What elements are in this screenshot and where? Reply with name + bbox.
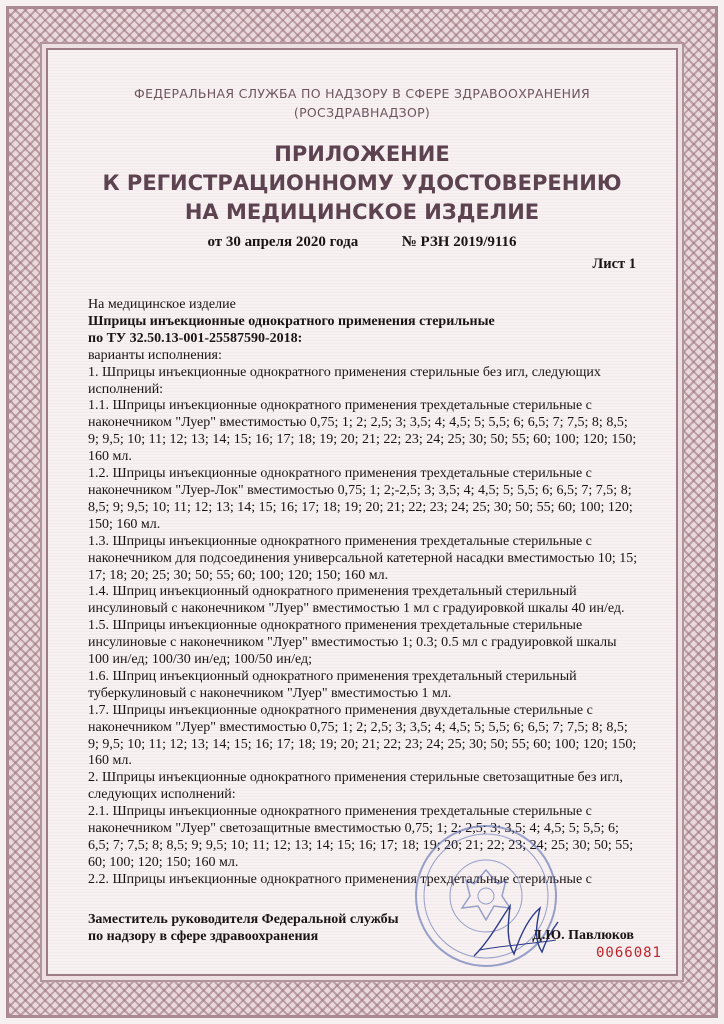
certificate-number: № РЗН 2019/9116 <box>401 234 517 250</box>
body-paragraph: 2.1. Шприцы инъекционные однократного применения трехдетальные стерильные с наконечником "Луер" светозащитные вместимостью 0,75; 1; 2; 2,5; 3; 3,5; 4; 4,5; 5; 5,5; 6; 6,5; 7; 7,5; 8; 8,5; 9; 9,5; 10; 11; 12; 13; 14; 15; 16; 17; 18; 19; 20; 21; 22; 23; 24; 25; 30; 50; 55; 60; 100; 120; 150; 160 мл. <box>88 804 634 870</box>
certificate-date: от 30 апреля 2020 года <box>207 234 359 250</box>
title-line-3: НА МЕДИЦИНСКОЕ ИЗДЕЛИЕ <box>184 200 540 224</box>
product-name: Шприцы инъекционные однократного применения стерильные <box>88 313 495 329</box>
body-paragraph: 1.1. Шприцы инъекционные однократного применения трехдетальные стерильные с наконечником "Луер" вместимостью 0,75; 1; 2; 2,5; 3; 3,5; 4; 4,5; 5; 5,5; 6; 6,5; 7; 7,5; 8; 8,5; 9; 9,5; 10; 11; 12; 13; 14; 15; 16; 17; 18; 19; 20; 21; 22; 23; 24; 25; 30; 50; 55; 60; 100; 120; 150; 160 мл. <box>88 398 637 465</box>
signer-name: Д.Ю. Павлюков <box>532 928 634 943</box>
body-paragraph: 1.5. Шприцы инъекционные однократного применения трехдетальные стерильные инсулиновые с наконечником "Луер" вместимостью 1; 0.3; 0.5 мл с градуировкой шкалы 100 ин/ед; 100/30 ин/ед; 100/50 ин/ед; <box>88 618 617 668</box>
body-paragraph: 1. Шприцы инъекционные однократного применения стерильные без игл, следующих исполнений: <box>88 364 601 397</box>
body-paragraph: 1.2. Шприцы инъекционные однократного применения трехдетальные стерильные с наконечником "Луер-Лок" вместимостью 0,75; 1; 2;-2,5; 3; 3,5; 4; 4,5; 5; 5,5; 6; 6,5; 7; 7,5; 8; 8,5; 9; 9,5; 10; 11; 12; 13; 14; 15; 16; 17; 18; 19; 20; 21; 22; 23; 24; 25; 30; 50; 55; 60; 100; 120; 150; 160 мл. <box>88 466 633 532</box>
agency-header <box>60 84 664 122</box>
body-paragraph: 1.7. Шприцы инъекционные однократного применения двухдетальные стерильные с наконечником "Луер" вместимостью 0,75; 1; 2; 2,5; 3; 3,5; 4; 4,5; 5; 5,5; 6; 6,5; 7; 7,5; 8; 8,5; 9; 9,5; 10; 11; 12; 13; 14; 15; 16; 17; 18; 19; 20; 21; 22; 23; 24; 25; 30; 50; 55; 60; 100; 120; 150; 160 мл. <box>88 702 637 769</box>
document-body <box>88 297 640 889</box>
body-paragraph: 1.6. Шприц инъекционный однократного применения трехдетальный стерильный туберкулиновый с наконечником "Луер" вместимостью 1 мл. <box>88 668 577 701</box>
certificate-line <box>60 234 664 251</box>
body-paragraph: 1.4. Шприц инъекционный однократного применения трехдетальный стерильный инсулиновый с наконечником "Луер" вместимостью 1 мл с градуировкой шкалы 40 ин/ед. <box>88 584 625 617</box>
form-serial-number: 0066081 <box>595 945 662 961</box>
body-paragraph: 1.3. Шприцы инъекционные однократного применения трехдетальные стерильные с наконечником для подсоединения универсальной катетерной насадки вместимостью 10; 15; 17; 18; 20; 25; 30; 50; 55; 60; 100; 120; 150; 160 мл. <box>88 533 638 583</box>
body-paragraph: 2. Шприцы инъекционные однократного применения стерильные светозащитные без игл, следующих исполнений: <box>88 770 623 803</box>
document-title <box>60 140 664 227</box>
signer-title <box>88 911 399 945</box>
agency-abbrev: (РОСЗДРАВНАДЗОР) <box>293 105 431 120</box>
body-paragraph: 2.2. Шприцы инъекционные однократного применения трехдетальные стерильные с <box>88 871 592 887</box>
intro-text: На медицинское изделие <box>88 297 236 312</box>
title-line-1: ПРИЛОЖЕНИЕ <box>274 142 450 166</box>
signer-title-line-1: Заместитель руководителя Федеральной службы <box>88 912 399 927</box>
agency-name: ФЕДЕРАЛЬНАЯ СЛУЖБА ПО НАДЗОРУ В СФЕРЕ ЗДРАВООХРАНЕНИЯ <box>134 86 590 101</box>
sheet-number: Лист 1 <box>592 256 636 272</box>
product-spec: по ТУ 32.50.13-001-25587590-2018: <box>88 330 303 346</box>
variants-label: варианты исполнения: <box>88 347 222 363</box>
signer-title-line-2: по надзору в сфере здравоохранения <box>88 929 319 944</box>
title-line-2: К РЕГИСТРАЦИОННОМУ УДОСТОВЕРЕНИЮ <box>102 171 622 195</box>
